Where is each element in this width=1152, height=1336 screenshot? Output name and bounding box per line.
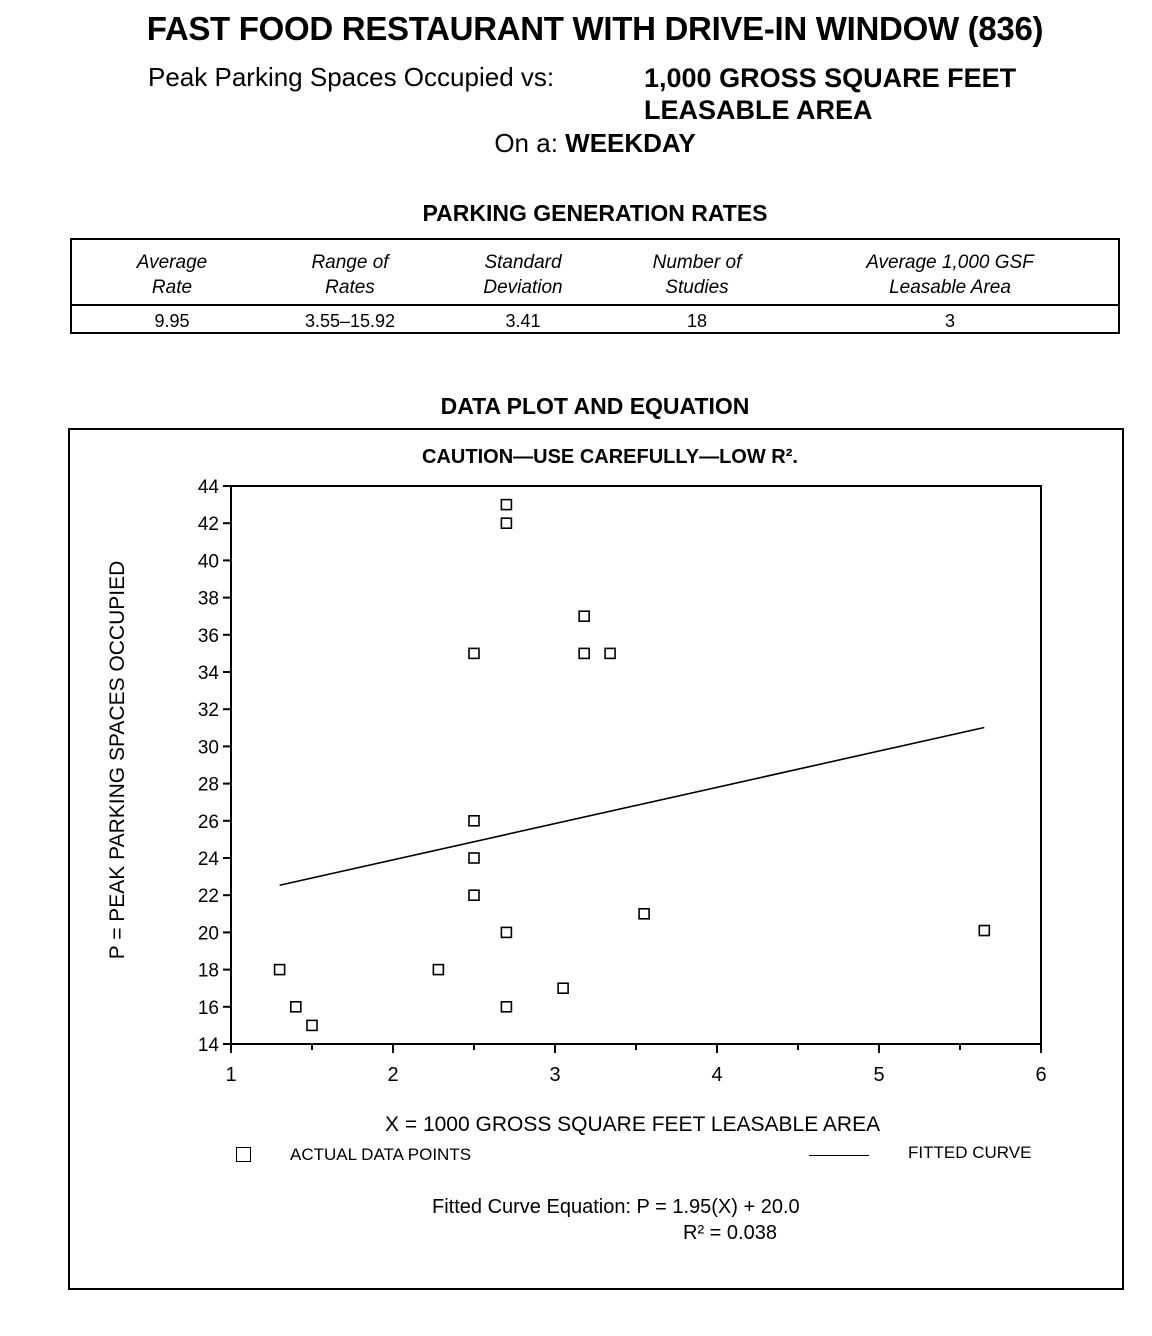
y-tick-label: 14	[197, 1035, 219, 1056]
data-point	[979, 926, 989, 936]
y-tick-label: 34	[197, 663, 219, 684]
y-tick-label: 36	[197, 625, 219, 647]
y-tick-label: 42	[197, 514, 219, 536]
x-tick-label: 3	[549, 1064, 561, 1086]
y-axis-ticks	[198, 477, 231, 1056]
data-point	[501, 518, 511, 528]
fitted-equation: Fitted Curve Equation: P = 1.95(X) + 20.0	[432, 1196, 800, 1218]
y-tick-label: 26	[197, 811, 219, 833]
chart-caution-title: CAUTION—USE CAREFULLY—LOW R².	[422, 446, 798, 468]
x-tick-label: 4	[711, 1064, 723, 1086]
x-tick-label: 1	[225, 1064, 237, 1086]
x-axis-ticks	[225, 1044, 1046, 1086]
data-point	[291, 1002, 301, 1012]
col-header-studies: Number of Studies	[652, 252, 742, 298]
rates-heading: PARKING GENERATION RATES	[422, 200, 768, 226]
page-title: FAST FOOD RESTAURANT WITH DRIVE-IN WINDOW (836)	[146, 10, 1044, 47]
subtitle-label: Peak Parking Spaces Occupied vs:	[148, 62, 555, 92]
data-point	[501, 500, 511, 510]
data-point	[469, 853, 479, 863]
col-header-range: Range of Rates	[311, 252, 389, 298]
plot-area	[231, 486, 1041, 1044]
data-point	[469, 890, 479, 900]
fitted-curve-group	[280, 727, 985, 885]
y-tick-label: 18	[197, 960, 219, 982]
y-tick-label: 40	[197, 551, 219, 573]
data-point	[433, 965, 443, 975]
data-points	[275, 500, 990, 1031]
y-tick-label: 20	[197, 923, 219, 945]
data-point	[501, 1002, 511, 1012]
y-axis-label: P = PEAK PARKING SPACES OCCUPIED	[106, 560, 129, 960]
col-header-average-rate: Average Rate	[136, 252, 208, 298]
data-point	[579, 611, 589, 621]
y-tick-label: 38	[197, 588, 219, 610]
subtitle-value-line1: 1,000 GROSS SQUARE FEET	[644, 63, 1017, 93]
data-point	[469, 648, 479, 658]
x-tick-label: 6	[1035, 1064, 1047, 1086]
y-tick-label: 32	[197, 700, 219, 722]
data-point	[579, 648, 589, 658]
data-point	[558, 983, 568, 993]
x-axis-label: X = 1000 GROSS SQUARE FEET LEASABLE AREA	[385, 1113, 881, 1136]
fitted-curve-line	[280, 727, 985, 885]
data-point	[639, 909, 649, 919]
subtitle-value-line2: LEASABLE AREA	[644, 95, 873, 125]
value-range: 3.55–15.92	[304, 311, 396, 331]
x-tick-label: 2	[387, 1064, 399, 1086]
y-tick-label: 30	[197, 737, 219, 759]
y-tick-label: 28	[197, 774, 219, 796]
y-tick-label: 22	[197, 886, 219, 908]
legend-line-icon	[809, 1155, 869, 1156]
legend-square-icon	[236, 1147, 251, 1162]
col-header-std-dev: Standard Deviation	[483, 252, 563, 298]
data-point	[469, 816, 479, 826]
data-point	[275, 965, 285, 975]
r-squared: R² = 0.038	[683, 1222, 777, 1244]
day-label: On a:	[494, 128, 558, 158]
legend-points-label: ACTUAL DATA POINTS	[290, 1145, 472, 1164]
legend-fitted-label: FITTED CURVE	[908, 1143, 1032, 1162]
x-tick-label: 5	[873, 1064, 885, 1086]
day-value: WEEKDAY	[565, 128, 696, 158]
y-tick-label: 16	[197, 997, 219, 1019]
value-std-dev: 3.41	[505, 311, 541, 331]
y-tick-label: 44	[197, 477, 219, 498]
value-average-rate: 9.95	[154, 311, 190, 331]
data-point	[605, 648, 615, 658]
value-studies: 18	[686, 311, 708, 331]
y-tick-label: 24	[197, 849, 219, 870]
data-point	[501, 927, 511, 937]
value-avg-area: 3	[944, 311, 956, 331]
col-header-avg-area: Average 1,000 GSF Leasable Area	[866, 252, 1034, 298]
data-point	[307, 1020, 317, 1030]
plot-heading: DATA PLOT AND EQUATION	[440, 393, 750, 419]
